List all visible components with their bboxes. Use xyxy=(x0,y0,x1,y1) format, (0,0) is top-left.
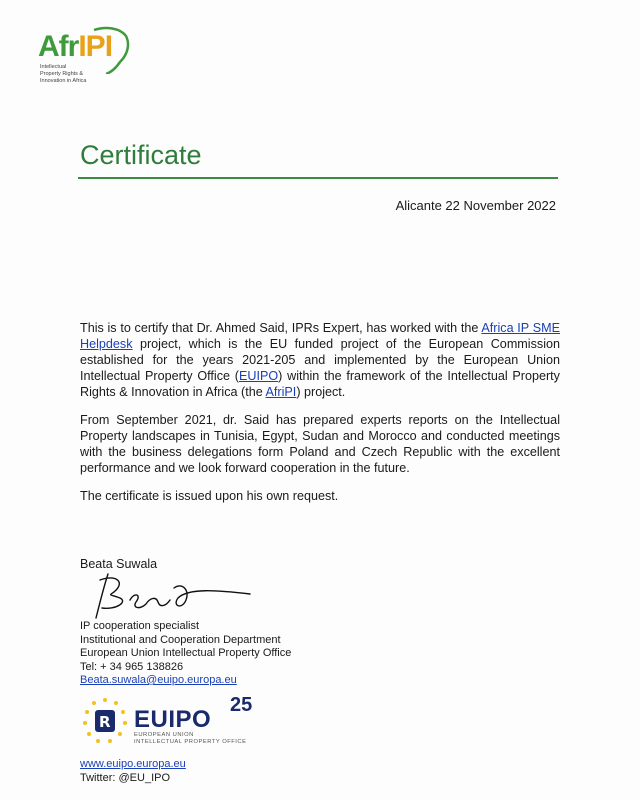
logo-tagline-line: Innovation in Africa xyxy=(40,78,87,84)
afripi-link[interactable]: AfriPI xyxy=(265,385,297,399)
paragraph-3: The certificate is issued upon his own request. xyxy=(80,489,339,503)
euipo-wordmark: EUIPO xyxy=(134,706,212,733)
logo-tagline-line: Property Rights & xyxy=(40,71,84,77)
euipo-logo xyxy=(80,692,280,752)
signer-phone: Tel: + 34 965 138826 xyxy=(80,660,184,673)
logo-word-afr: Afr xyxy=(38,30,79,63)
signer-email-link[interactable]: Beata.suwala@euipo.europa.eu xyxy=(80,674,237,686)
logo-tagline-line: Intellectual xyxy=(40,64,67,70)
signer-details xyxy=(80,620,291,688)
handwritten-signature xyxy=(86,570,256,622)
paragraph-text: ) within the framework of the Intellectual Property Rights & Innovation in Africa (the xyxy=(80,369,560,399)
euipo-link[interactable]: EUIPO xyxy=(238,369,279,383)
title-divider xyxy=(78,177,558,179)
signer-department: Institutional and Cooperation Department xyxy=(80,633,281,646)
euipo-tagline xyxy=(134,732,246,746)
paragraph-1 xyxy=(80,320,560,400)
logo-wordmark xyxy=(38,30,112,64)
logo-tagline xyxy=(40,64,110,85)
euipo-stars-icon xyxy=(80,696,130,746)
twitter-handle: Twitter: @EU_IPO xyxy=(80,771,171,784)
afripi-logo xyxy=(36,24,136,84)
euipo-tagline-line: INTELLECTUAL PROPERTY OFFICE xyxy=(134,739,247,745)
website-link[interactable]: www.euipo.europa.eu xyxy=(80,758,186,770)
paragraph-2: From September 2021, dr. Said has prepared experts reports on the Intellectual Property landscapes in Tunisia, Egypt, Sudan and Morocco and conducted meetings with the business delegations form Poland and Czech Republic with the excellent performance and we look forward cooperation in the future. xyxy=(80,413,560,475)
logo-word-ipi: IPI xyxy=(78,30,113,63)
signer-office: European Union Intellectual Property Office xyxy=(80,647,292,659)
page-title: Certificate xyxy=(80,140,202,170)
svg-text:R: R xyxy=(99,713,111,731)
paragraph-text: This is to certify that Dr. Ahmed Said, IPRs Expert, has worked with the xyxy=(80,321,482,335)
signer-role: IP cooperation specialist xyxy=(80,620,200,632)
euipo-tagline-line: EUROPEAN UNION xyxy=(134,732,194,738)
signer-name: Beata Suwala xyxy=(80,557,158,571)
paragraph-text: ) project. xyxy=(296,385,346,399)
issue-date: Alicante 22 November 2022 xyxy=(395,198,556,213)
certificate-body xyxy=(80,320,560,516)
euipo-anniversary: 25 xyxy=(230,694,253,716)
africa-ip-helpdesk-link[interactable]: Africa IP SME Helpdesk xyxy=(80,321,560,351)
paragraph-text: project, which is the EU funded project of the European Commission established for the years 2021-205 and implemented by the European Union Intellectual Property Office ( xyxy=(80,337,560,383)
footer xyxy=(80,758,186,785)
